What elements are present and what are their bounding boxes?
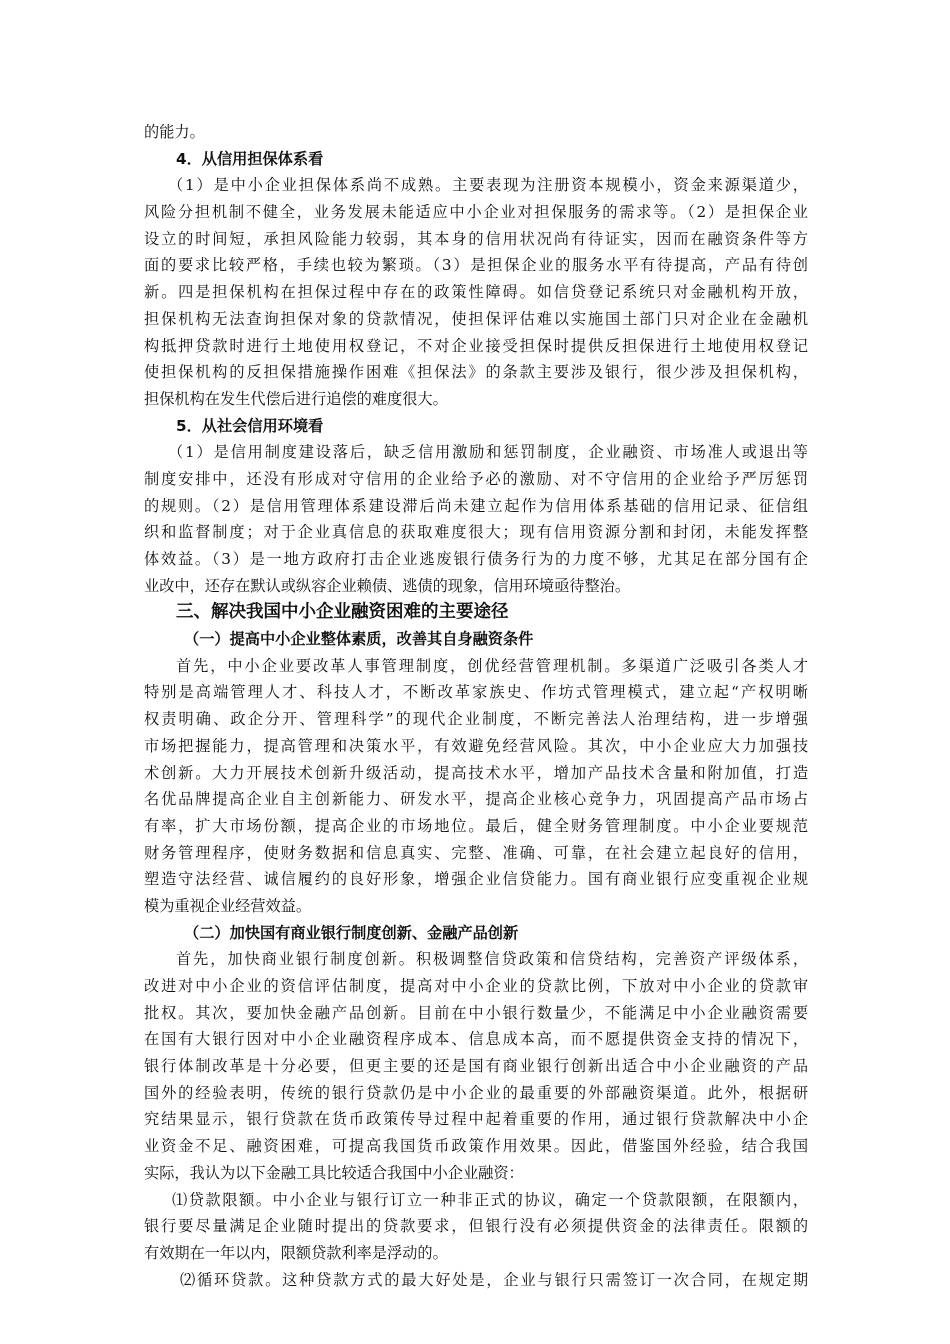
- subsection-heading: （一）提高中小企业整体素质，改善其自身融资条件: [184, 630, 534, 649]
- paragraph-line: 批权。其次，要加快金融产品创新。目前在中小银行数量少，不能满足中小企业融资需要: [144, 1003, 808, 1022]
- document-body: [144, 119, 808, 1293]
- paragraph-line: （1）是中小企业担保体系尚不成熟。主要表现为注册资本规模小，资金来源渠道少，: [168, 176, 808, 195]
- paragraph-line: 国外的经验表明，传统的银行贷款仍是中小企业的最重要的外部融资渠道。此外，根据研: [144, 1083, 808, 1102]
- paragraph-line: 首先，中小企业要改革人事管理制度，创优经营管理机制。多渠道广泛吸引各类人才: [176, 656, 808, 675]
- paragraph-line: 面的要求比较严格，手续也较为繁琐。（3）是担保企业的服务水平有待提高，产品有待创: [144, 256, 808, 275]
- paragraph-line: 体效益。（3）是一地方政府打击企业逃废银行债务行为的力度不够，尤其足在部分国有企: [144, 550, 808, 568]
- paragraph-line: 实际，我认为以下金融工具比较适合我国中小企业融资：: [144, 1163, 524, 1182]
- paragraph-line: 在国有大银行因对中小企业融资程序成本、信息成本高，而不愿提供资金支持的情况下，: [144, 1030, 808, 1049]
- paragraph-line: 改进对中小企业的资信评估制度，提高对中小企业的贷款比例，下放对中小企业的贷款审: [144, 977, 808, 995]
- paragraph-line: 的规则。（2）是信用管理体系建设滞后尚未建立起作为信用体系基础的信用记录、征信组: [144, 496, 808, 515]
- paragraph-line: 担保机构无法查询担保对象的贷款情况，使担保评估难以实施国土部门只对企业在金融机: [144, 309, 808, 328]
- paragraph-line: 权责明确、政企分开、管理科学”的现代企业制度，不断完善法人治理结构，进一步增强: [144, 710, 808, 729]
- subsection-heading: （二）加快国有商业银行制度创新、金融产品创新: [184, 923, 519, 942]
- paragraph-line: 究结果显示，银行贷款在货币政策传导过程中起着重要的作用，通过银行贷款解决中小企: [144, 1110, 808, 1129]
- paragraph-line: 使担保机构的反担保措施操作困难《担保法》的条款主要涉及银行，很少涉及担保机构，: [144, 363, 808, 382]
- paragraph-line: 织和监督制度；对于企业真信息的获取难度很大；现有信用资源分割和封闭，未能发挥整: [144, 523, 808, 542]
- list-item-line: ⑴贷款限额。中小企业与银行订立一种非正式的协议，确定一个贷款限额，在限额内，: [172, 1190, 808, 1209]
- paragraph-line: 有率，扩大市场份额，提高企业的市场地位。最后，健全财务管理制度。中小企业要规范: [144, 816, 808, 835]
- paragraph-line: 新。四是担保机构在担保过程中存在的政策性障碍。如信贷登记系统只对金融机构开放，: [144, 283, 808, 302]
- paragraph-line: 名优品牌提高企业自主创新能力、研发水平，提高企业核心竞争力，巩固提高产品市场占: [144, 790, 808, 809]
- paragraph-line: （1）是信用制度建设落后，缺乏信用激励和惩罚制度，企业融资、市场准人或退出等: [168, 443, 808, 462]
- list-item-line: ⑵循环贷款。这种贷款方式的最大好处是，企业与银行只需签订一次合同，在规定期: [180, 1270, 808, 1289]
- paragraph-line: 业改中，还存在默认或纵容企业赖债、逃债的现象，信用环境亟待整治。: [144, 576, 630, 595]
- list-item-line: 有效期在一年以内，限额贷款利率是浮动的。: [144, 1243, 448, 1262]
- paragraph-line: 业资金不足、融资困难，可提高我国货币政策作用效果。因此，借鉴国外经验，结合我国: [144, 1137, 808, 1156]
- paragraph-line: 市场把握能力，提高管理和决策水平，有效避免经营风险。其次，中小企业应大力加强技: [144, 736, 808, 755]
- section-heading: 5．从社会信用环境看: [176, 416, 324, 435]
- paragraph-line: 首先，加快商业银行制度创新。积极调整信贷政策和信贷结构，完善资产评级体系，: [176, 950, 808, 969]
- paragraph-line: 模为重视企业经营效益。: [144, 896, 312, 915]
- paragraph-line: 术创新。大力开展技术创新升级活动，提高技术水平，增加产品技术含量和附加值，打造: [144, 763, 808, 782]
- chapter-heading: 三、解决我国中小企业融资困难的主要途径: [176, 602, 509, 623]
- section-heading: 4．从信用担保体系看: [176, 149, 324, 168]
- paragraph-line: 特别是高端管理人才、科技人才，不断改革家族史、作坊式管理模式，建立起“产权明晰: [144, 683, 808, 702]
- paragraph-line: 银行体制改革是十分必要，但更主要的还是国有商业银行创新出适合中小企业融资的产品: [144, 1057, 808, 1076]
- paragraph-line: 担保机构在发生代偿后进行追偿的难度很大。: [144, 389, 448, 408]
- paragraph-line: 塑造守法经营、诚信履约的良好形象，增强企业信贷能力。国有商业银行应变重视企业规: [144, 870, 808, 889]
- paragraph-line: 设立的时间短，承担风险能力较弱，其本身的信用状况尚有待证实，因而在融资条件等方: [144, 229, 808, 248]
- paragraph-line: 风险分担机制不健全，业务发展未能适应中小企业对担保服务的需求等。（2）是担保企业: [144, 203, 808, 222]
- text-line: 的能力。: [144, 123, 205, 141]
- paragraph-line: 财务管理程序，使财务数据和信息真实、完整、准确、可靠，在社会建立起良好的信用，: [144, 843, 808, 862]
- paragraph-line: 构抵押贷款时进行土地使用权登记，不对企业接受担保时提供反担保进行土地使用权登记: [144, 336, 808, 355]
- list-item-line: 银行要尽量满足企业随时提出的贷款要求，但银行没有必须提供资金的法律责任。限额的: [144, 1217, 808, 1236]
- paragraph-line: 制度安排中，还没有形成对守信用的企业给予必的激励、对不守信用的企业给予严厉惩罚: [144, 469, 808, 488]
